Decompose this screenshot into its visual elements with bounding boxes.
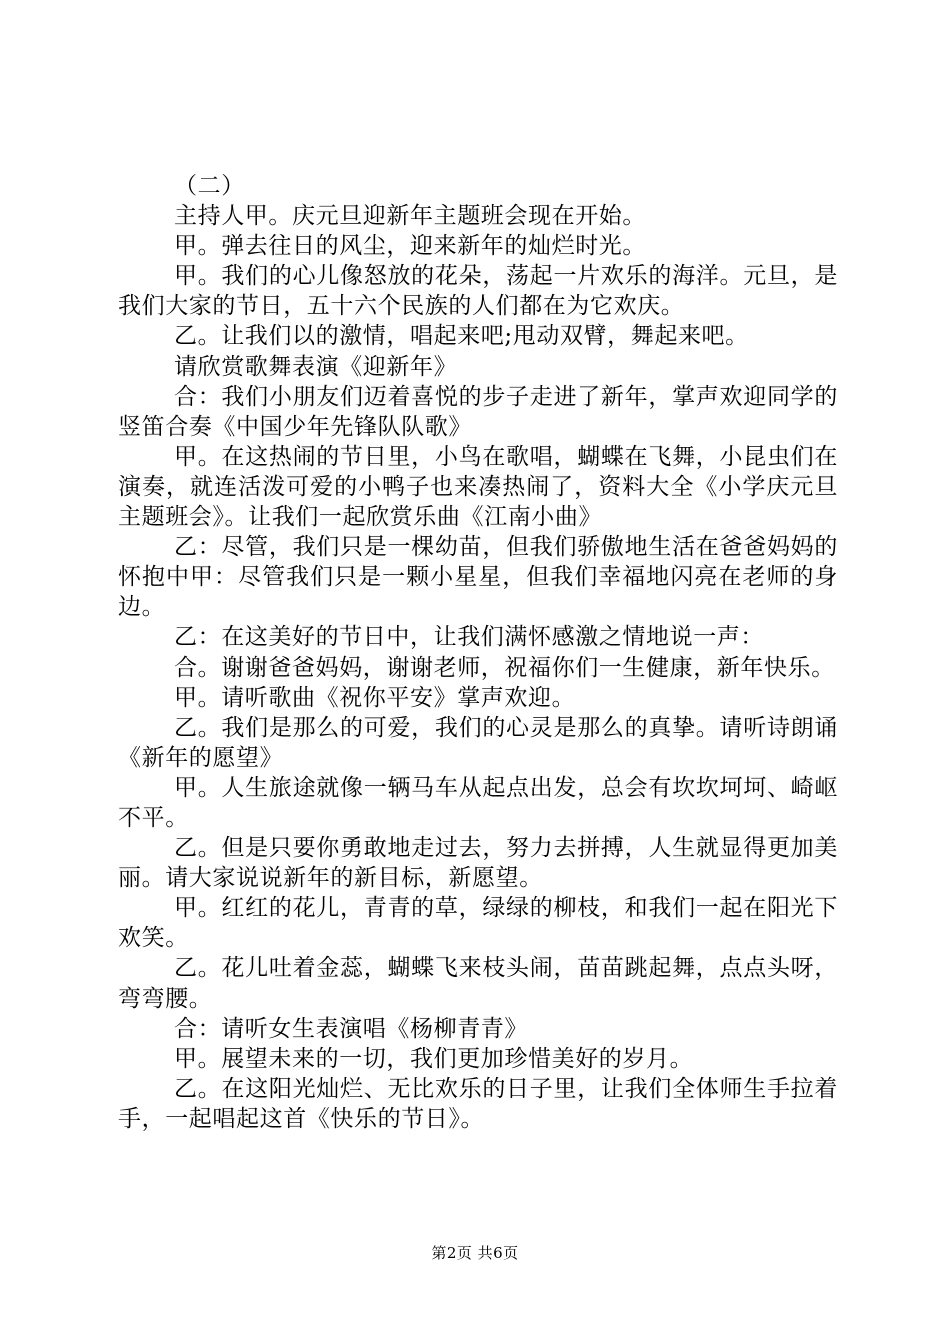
paragraph: 甲。我们的心儿像怒放的花朵，荡起一片欢乐的海洋。元旦，是我们大家的节日，五十六个民族的人们都在为它欢庆。: [118, 263, 838, 320]
paragraph: 甲。人生旅途就像一辆马车从起点出发，总会有坎坎坷坷、崎岖不平。: [118, 774, 838, 831]
paragraph: 甲。弹去往日的风尘，迎来新年的灿烂时光。: [174, 233, 646, 260]
paragraph: 合。谢谢爸爸妈妈，谢谢老师，祝福你们一生健康，新年快乐。: [174, 654, 835, 681]
document-body: [118, 171, 838, 1134]
paragraph: 乙：在这美好的节日中，让我们满怀感激之情地说一声：: [174, 624, 764, 651]
paragraph: 主持人甲。庆元旦迎新年主题班会现在开始。: [174, 203, 646, 230]
paragraph: 甲。红红的花儿，青青的草，绿绿的柳枝，和我们一起在阳光下欢笑。: [118, 895, 838, 952]
paragraph: 乙。让我们以的激情，唱起来吧;甩动双臂，舞起来吧。: [174, 323, 749, 350]
paragraph: 乙。在这阳光灿烂、无比欢乐的日子里，让我们全体师生手拉着手，一起唱起这首《快乐的节日》。: [118, 1075, 838, 1132]
paragraph: 合：我们小朋友们迈着喜悦的步子走进了新年，掌声欢迎同学的竖笛合奏《中国少年先锋队队歌》: [118, 383, 838, 440]
paragraph: 甲。展望未来的一切，我们更加珍惜美好的岁月。: [174, 1045, 694, 1072]
paragraph: 乙。花儿吐着金蕊，蝴蝶飞来枝头闹，苗苗跳起舞，点点头呀，弯弯腰。: [118, 955, 838, 1012]
paragraph: 甲。在这热闹的节日里，小鸟在歌唱，蝴蝶在飞舞，小昆虫们在演奏，就连活泼可爱的小鸭子也来凑热闹了，资料大全《小学庆元旦主题班会》。让我们一起欣赏乐曲《江南小曲》: [118, 443, 838, 531]
paragraph: 乙：尽管，我们只是一棵幼苗，但我们骄傲地生活在爸爸妈妈的怀抱中甲：尽管我们只是一颗小星星，但我们幸福地闪亮在老师的身边。: [118, 534, 838, 621]
paragraph: 合：请听女生表演唱《杨柳青青》: [174, 1015, 528, 1042]
paragraph: 乙。我们是那么的可爱，我们的心灵是那么的真挚。请听诗朗诵《新年的愿望》: [118, 714, 838, 771]
paragraph: 请欣赏歌舞表演《迎新年》: [174, 353, 458, 380]
page-number: 第2页 共6页: [431, 1244, 519, 1262]
page-footer: [0, 1243, 950, 1263]
paragraph: 甲。请听歌曲《祝你平安》掌声欢迎。: [174, 684, 576, 711]
paragraph: （二）: [174, 173, 245, 199]
paragraph: 乙。但是只要你勇敢地走过去，努力去拼搏，人生就显得更加美丽。请大家说说新年的新目标，新愿望。: [118, 835, 838, 892]
